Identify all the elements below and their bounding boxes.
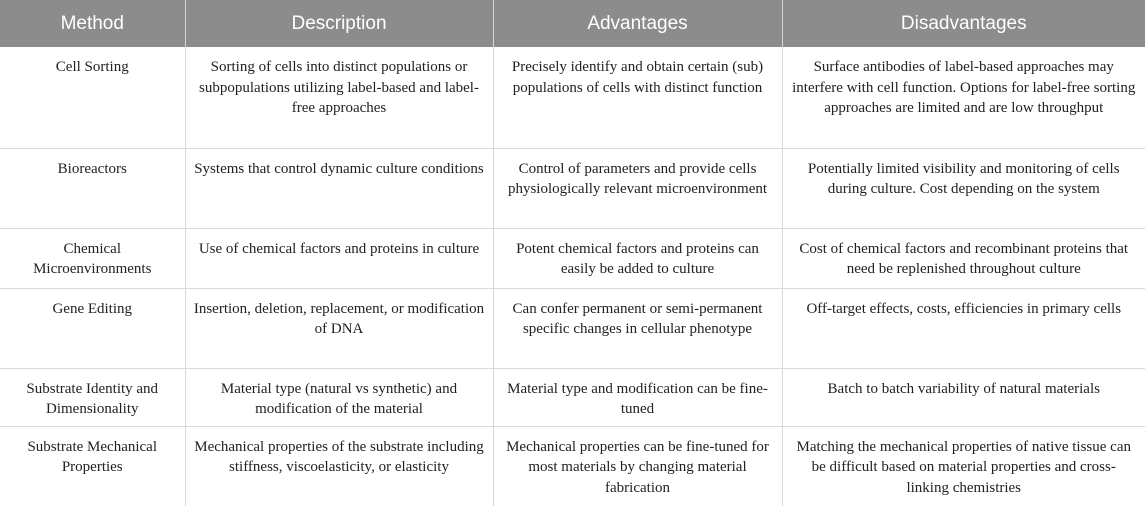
method-cell: Substrate Identity and Dimensionality (0, 368, 185, 426)
method-cell: Chemical Microenvironments (0, 228, 185, 288)
header-method: Method (0, 0, 185, 47)
description-cell: Use of chemical factors and proteins in culture (185, 228, 493, 288)
table-row (0, 426, 1145, 506)
header-advantages: Advantages (493, 0, 782, 47)
description-cell: Insertion, deletion, replacement, or modification of DNA (185, 288, 493, 368)
table-row (0, 148, 1145, 228)
advantages-cell: Control of parameters and provide cells physiologically relevant microenvironment (493, 148, 782, 228)
description-cell: Systems that control dynamic culture conditions (185, 148, 493, 228)
header-description: Description (185, 0, 493, 47)
disadvantages-cell: Cost of chemical factors and recombinant proteins that need be replenished throughout culture (782, 228, 1145, 288)
description-cell: Mechanical properties of the substrate including stiffness, viscoelasticity, or elasticity (185, 426, 493, 506)
header-disadvantages: Disadvantages (782, 0, 1145, 47)
table-row (0, 47, 1145, 148)
description-cell: Sorting of cells into distinct populations or subpopulations utilizing label-based and label-free approaches (185, 47, 493, 148)
header-row (0, 0, 1145, 47)
description-cell: Material type (natural vs synthetic) and modification of the material (185, 368, 493, 426)
advantages-cell: Material type and modification can be fine-tuned (493, 368, 782, 426)
disadvantages-cell: Surface antibodies of label-based approaches may interfere with cell function. Options for label-free sorting approaches are limited and are low throughput (782, 47, 1145, 148)
method-cell: Bioreactors (0, 148, 185, 228)
disadvantages-cell: Potentially limited visibility and monitoring of cells during culture. Cost depending on the system (782, 148, 1145, 228)
table-row (0, 288, 1145, 368)
advantages-cell: Precisely identify and obtain certain (sub) populations of cells with distinct function (493, 47, 782, 148)
disadvantages-cell: Matching the mechanical properties of native tissue can be difficult based on material properties and cross-linking chemistries (796, 438, 1131, 496)
advantages-cell: Mechanical properties can be fine-tuned for most materials by changing material fabrication (493, 426, 782, 506)
table-row (0, 228, 1145, 288)
method-cell: Gene Editing (0, 288, 185, 368)
table-row (0, 368, 1145, 426)
disadvantages-cell: Batch to batch variability of natural materials (782, 368, 1145, 426)
advantages-cell: Can confer permanent or semi-permanent specific changes in cellular phenotype (493, 288, 782, 368)
disadvantages-cell: Off-target effects, costs, efficiencies in primary cells (782, 288, 1145, 368)
table-header (0, 0, 1145, 47)
table-body (0, 47, 1145, 506)
advantages-cell: Potent chemical factors and proteins can easily be added to culture (493, 228, 782, 288)
method-cell: Cell Sorting (0, 47, 185, 148)
method-cell: Substrate Mechanical Properties (0, 426, 185, 506)
